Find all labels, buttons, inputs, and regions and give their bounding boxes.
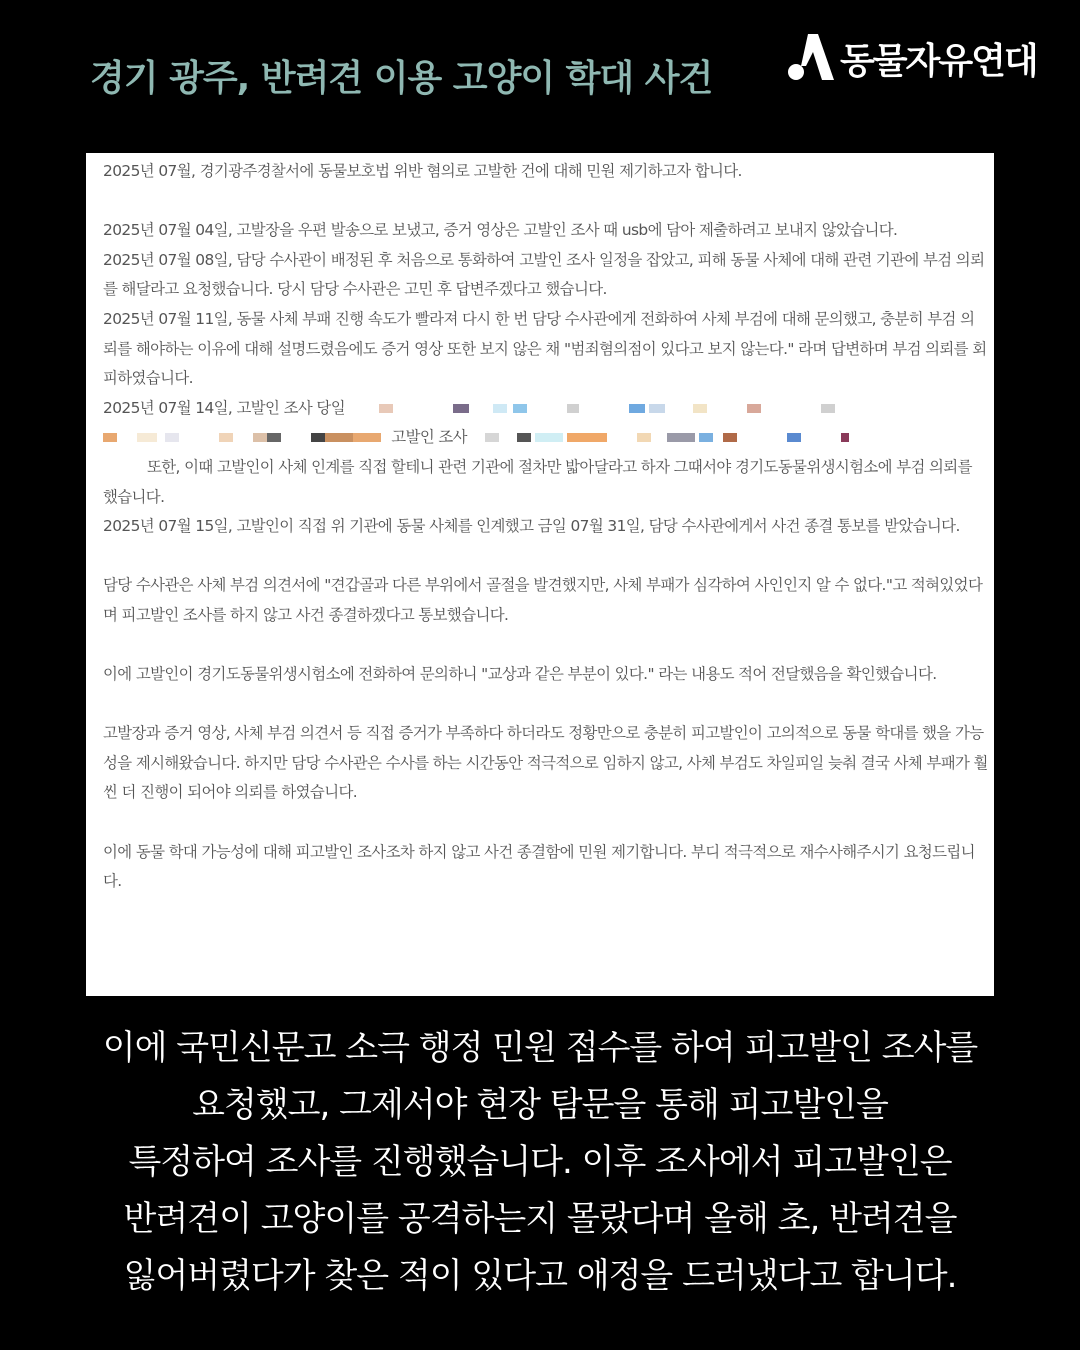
narration-line: 요청했고, 그제서야 현장 탐문을 통해 피고발인을: [192, 1085, 888, 1125]
brand-name: 동물자유연대: [840, 40, 1037, 82]
doc-paragraph: 2025년 07월 11일, 동물 사체 부패 진행 속도가 빨라져 다시 한 번 담당 수사관에게 전화하여 사체 부검에 대해 문의했고, 충분히 부검 의뢰를 해야하는 이유에 대해 설명드렸음에도 증거 영상 또한 보지 않은 채 "범죄혐의점이 있다고 보지 않는다." 라며 답변하며 부검 의뢰를 회피하였습니다.: [103, 309, 987, 388]
brand-mark-icon: [784, 32, 836, 84]
redaction-mosaic: [103, 428, 385, 446]
doc-paragraph: 2025년 07월 08일, 담당 수사관이 배정된 후 처음으로 통화하여 고발인 조사 일정을 잡았고, 피해 동물 사체에 대해 관련 기관에 부검 의뢰를 해달라고 요청했습니다. 당시 담당 수사관은 고민 후 답변주겠다고 했습니다.: [103, 250, 985, 299]
doc-paragraph: 이에 동물 학대 가능성에 대해 피고발인 조사조차 하지 않고 사건 종결함에 민원 제기합니다. 부디 적극적으로 재수사해주시기 요청드립니다.: [103, 842, 975, 891]
doc-paragraph: 2025년 07월 04일, 고발장을 우편 발송으로 보냈고, 증거 영상은 고발인 조사 때 usb에 담아 제출하려고 보내지 않았습니다.: [103, 221, 898, 240]
narration-line: 잃어버렸다가 찾은 적이 있다고 애정을 드러냈다고 합니다.: [123, 1256, 957, 1296]
complaint-document: [86, 153, 994, 996]
doc-text: 2025년 07월 14일, 고발인 조사 당일: [103, 398, 345, 417]
brand-logo: [784, 30, 1054, 86]
narration-line: 반려견이 고양이를 공격하는지 몰랐다며 올해 초, 반려견을: [123, 1199, 957, 1239]
narration-line: 이에 국민신문고 소극 행정 민원 접수를 하여 피고발인 조사를: [102, 1028, 978, 1068]
doc-paragraph: 2025년 07월, 경기광주경찰서에 동물보호법 위반 혐의로 고발한 건에 대해 민원 제기하고자 합니다.: [103, 162, 742, 180]
page-title: 경기 광주, 반려견 이용 고양이 학대 사건: [90, 58, 713, 99]
doc-redacted-line: [103, 423, 988, 453]
doc-paragraph: 고발장과 증거 영상, 사체 부검 의견서 등 직접 증거가 부족하다 하더라도 정황만으로 충분히 피고발인이 고의적으로 동물 학대를 했을 가능성을 제시해왔습니다. 하지만 담당 수사관은 수사를 하는 시간동안 적극적으로 임하지 않고, 사체 부검도 차일피일 늦춰 결국 사체 부패가 훨씬 더 진행이 되어야 의뢰를 하였습니다.: [103, 724, 988, 802]
redaction-mosaic: [379, 399, 835, 417]
doc-paragraph: 2025년 07월 15일, 고발인이 직접 위 기관에 동물 사체를 인계했고 금일 07월 31일, 담당 수사관에게서 사건 종결 통보를 받았습니다.: [103, 517, 960, 536]
narration-text: [60, 1020, 1020, 1305]
narration-line: 특정하여 조사를 진행했습니다. 이후 조사에서 피고발인은: [128, 1142, 952, 1182]
doc-paragraph: 이에 고발인이 경기도동물위생시험소에 전화하여 문의하니 "교상과 같은 부분이 있다." 라는 내용도 적어 전달했음을 확인했습니다.: [103, 665, 937, 684]
redaction-mosaic: [485, 428, 849, 446]
doc-paragraph: 또한, 이때 고발인이 사체 인계를 직접 할테니 관련 기관에 절차만 밟아달라고 하자 그때서야 경기도동물위생시험소에 부검 의뢰를 했습니다.: [103, 457, 972, 506]
doc-redacted-line: [103, 394, 988, 424]
doc-paragraph: 담당 수사관은 사체 부검 의견서에 "견갑골과 다른 부위에서 골절을 발견했지만, 사체 부패가 심각하여 사인인지 알 수 없다."고 적혀있었다며 피고발인 조사를 하지 않고 사건 종결하겠다고 통보했습니다.: [103, 576, 983, 624]
doc-text: 고발인 조사: [391, 428, 467, 447]
